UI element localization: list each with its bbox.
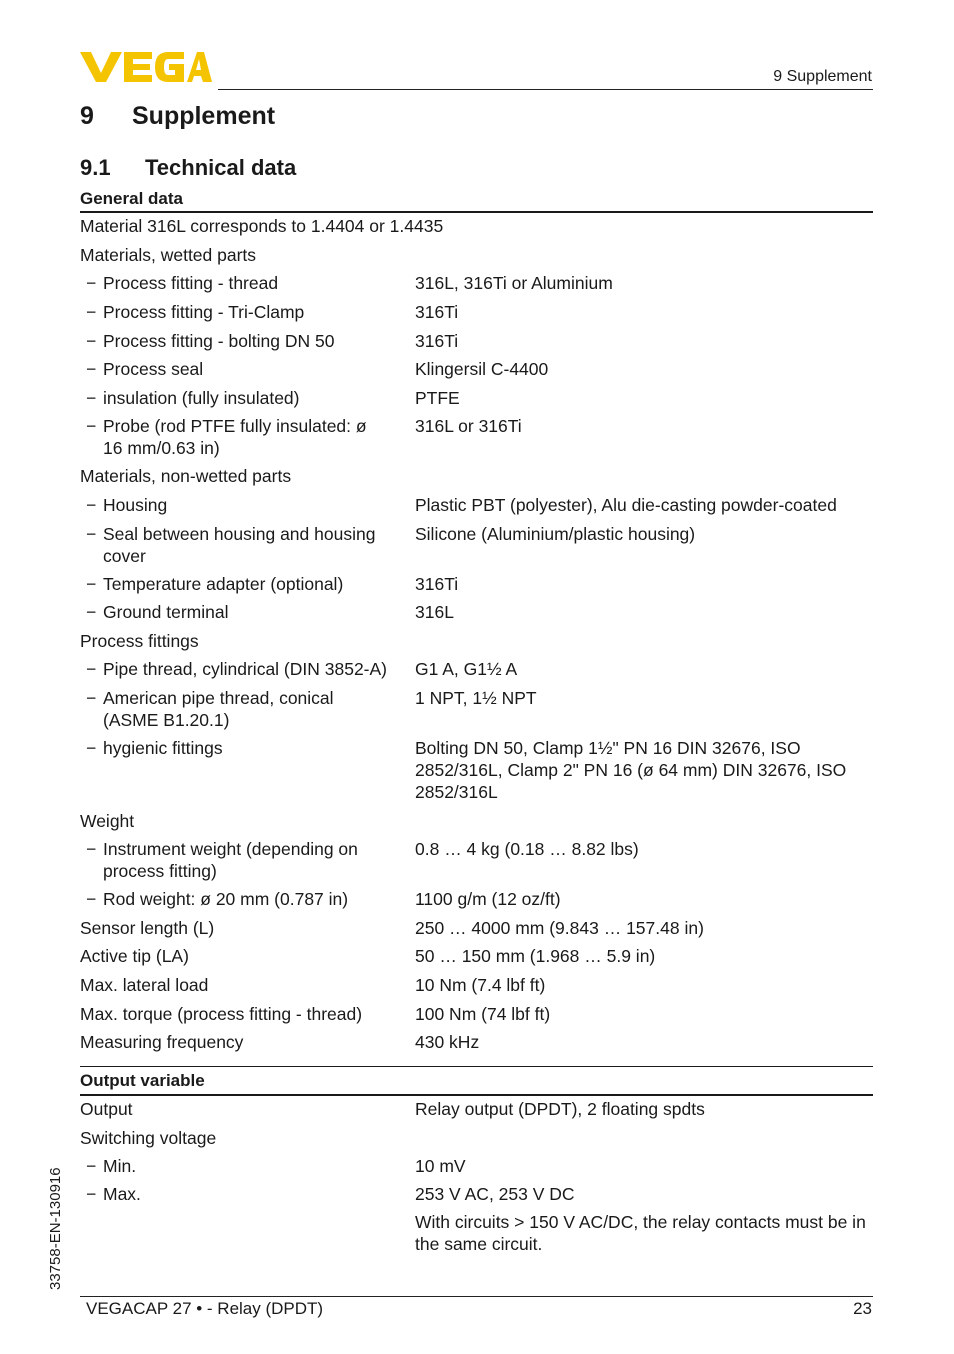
spec-value: 1 NPT, 1½ NPT: [415, 688, 537, 708]
spec-label: hygienic fittings: [103, 738, 223, 758]
switching-heading: Switching voltage: [80, 1128, 217, 1148]
spec-value: 316Ti: [415, 574, 459, 594]
spec-label: Process fitting - Tri-Clamp: [103, 302, 305, 322]
section-rule: [80, 211, 873, 213]
spec-label: Ground terminal: [103, 602, 229, 622]
spec-value: 50 … 150 mm (1.968 … 5.9 in): [415, 946, 656, 966]
spec-value: 10 Nm (7.4 lbf ft): [415, 975, 546, 995]
spec-value: Klingersil C-4400: [415, 359, 549, 379]
document-id: 33758-EN-130916: [47, 1167, 64, 1290]
spec-value: 250 … 4000 mm (9.843 … 157.48 in): [415, 918, 704, 938]
spec-label: Pipe thread, cylindrical (DIN 3852-A): [103, 659, 388, 679]
spec-value: 316Ti: [415, 331, 459, 351]
spec-label: Process seal: [103, 359, 204, 379]
spec-label: Max.: [103, 1184, 141, 1204]
footer-rule: [80, 1296, 873, 1297]
spec-label: Instrument weight (depending on process fitting): [103, 839, 358, 881]
vega-logo: [80, 50, 212, 84]
chapter-heading: [80, 102, 275, 131]
spec-value: 1100 g/m (12 oz/ft): [415, 889, 561, 909]
spec-label: Active tip (LA): [80, 946, 189, 966]
section-heading: [80, 155, 296, 181]
spec-label: American pipe thread, conical (ASME B1.20.1): [103, 688, 334, 730]
spec-label: Output: [80, 1099, 133, 1119]
running-header: 9 Supplement: [773, 68, 872, 85]
spec-value: Bolting DN 50, Clamp 1½" PN 16 DIN 32676, ISO 2852/316L, Clamp 2" PN 16 (ø 64 mm) DIN 32676, ISO 2852/316L: [415, 738, 847, 802]
spec-label: insulation (fully insulated): [103, 388, 300, 408]
material-note: Material 316L corresponds to 1.4404 or 1.4435: [80, 216, 444, 236]
spec-label: Sensor length (L): [80, 918, 215, 938]
spec-label: Process fitting - bolting DN 50: [103, 331, 335, 351]
spec-value: 316L, 316Ti or Aluminium: [415, 273, 613, 293]
spec-value: G1 A, G1½ A: [415, 659, 518, 679]
spec-value: Silicone (Aluminium/plastic housing): [415, 524, 696, 544]
spec-label: Rod weight: ø 20 mm (0.787 in): [103, 889, 349, 909]
spec-label: Measuring frequency: [80, 1032, 244, 1052]
section-top-rule: [80, 1066, 873, 1067]
weight-heading: Weight: [80, 811, 135, 831]
page-number: 23: [853, 1299, 872, 1318]
section-number: 9.1: [80, 155, 111, 180]
spec-label: Process fitting - thread: [103, 273, 279, 293]
spec-value: PTFE: [415, 388, 460, 408]
footer-product: VEGACAP 27 • - Relay (DPDT): [86, 1299, 324, 1318]
spec-label: Probe (rod PTFE fully insulated: ø 16 mm/0.63 in): [103, 416, 367, 458]
spec-value: 430 kHz: [415, 1032, 480, 1052]
general-data-title: General data: [80, 189, 183, 208]
spec-value: Plastic PBT (polyester), Alu die-casting powder-coated: [415, 495, 837, 515]
chapter-title: Supplement: [132, 102, 276, 130]
chapter-number: 9: [80, 102, 94, 130]
spec-value: 316L or 316Ti: [415, 416, 522, 436]
spec-label: Max. lateral load: [80, 975, 209, 995]
fittings-heading: Process fittings: [80, 631, 199, 651]
spec-label: Temperature adapter (optional): [103, 574, 344, 594]
spec-value: 316Ti: [415, 302, 459, 322]
relay-note: With circuits > 150 V AC/DC, the relay contacts must be in the same circuit.: [415, 1212, 866, 1254]
output-variable-title: Output variable: [80, 1071, 205, 1090]
spec-value: 0.8 … 4 kg (0.18 … 8.82 lbs): [415, 839, 639, 859]
spec-label: Max. torque (process fitting - thread): [80, 1004, 363, 1024]
spec-label: Housing: [103, 495, 168, 515]
spec-value: Relay output (DPDT), 2 floating spdts: [415, 1099, 705, 1119]
spec-label: Min.: [103, 1156, 137, 1176]
section-title: Technical data: [145, 155, 297, 180]
wetted-heading: Materials, wetted parts: [80, 245, 257, 265]
spec-value: 316L: [415, 602, 454, 622]
spec-value: 253 V AC, 253 V DC: [415, 1184, 575, 1204]
spec-value: 100 Nm (74 lbf ft): [415, 1004, 551, 1024]
spec-value: 10 mV: [415, 1156, 466, 1176]
spec-label: Seal between housing and housing cover: [103, 524, 376, 566]
section-rule: [80, 1094, 873, 1096]
nonwetted-heading: Materials, non-wetted parts: [80, 466, 292, 486]
header-rule: [218, 89, 873, 90]
